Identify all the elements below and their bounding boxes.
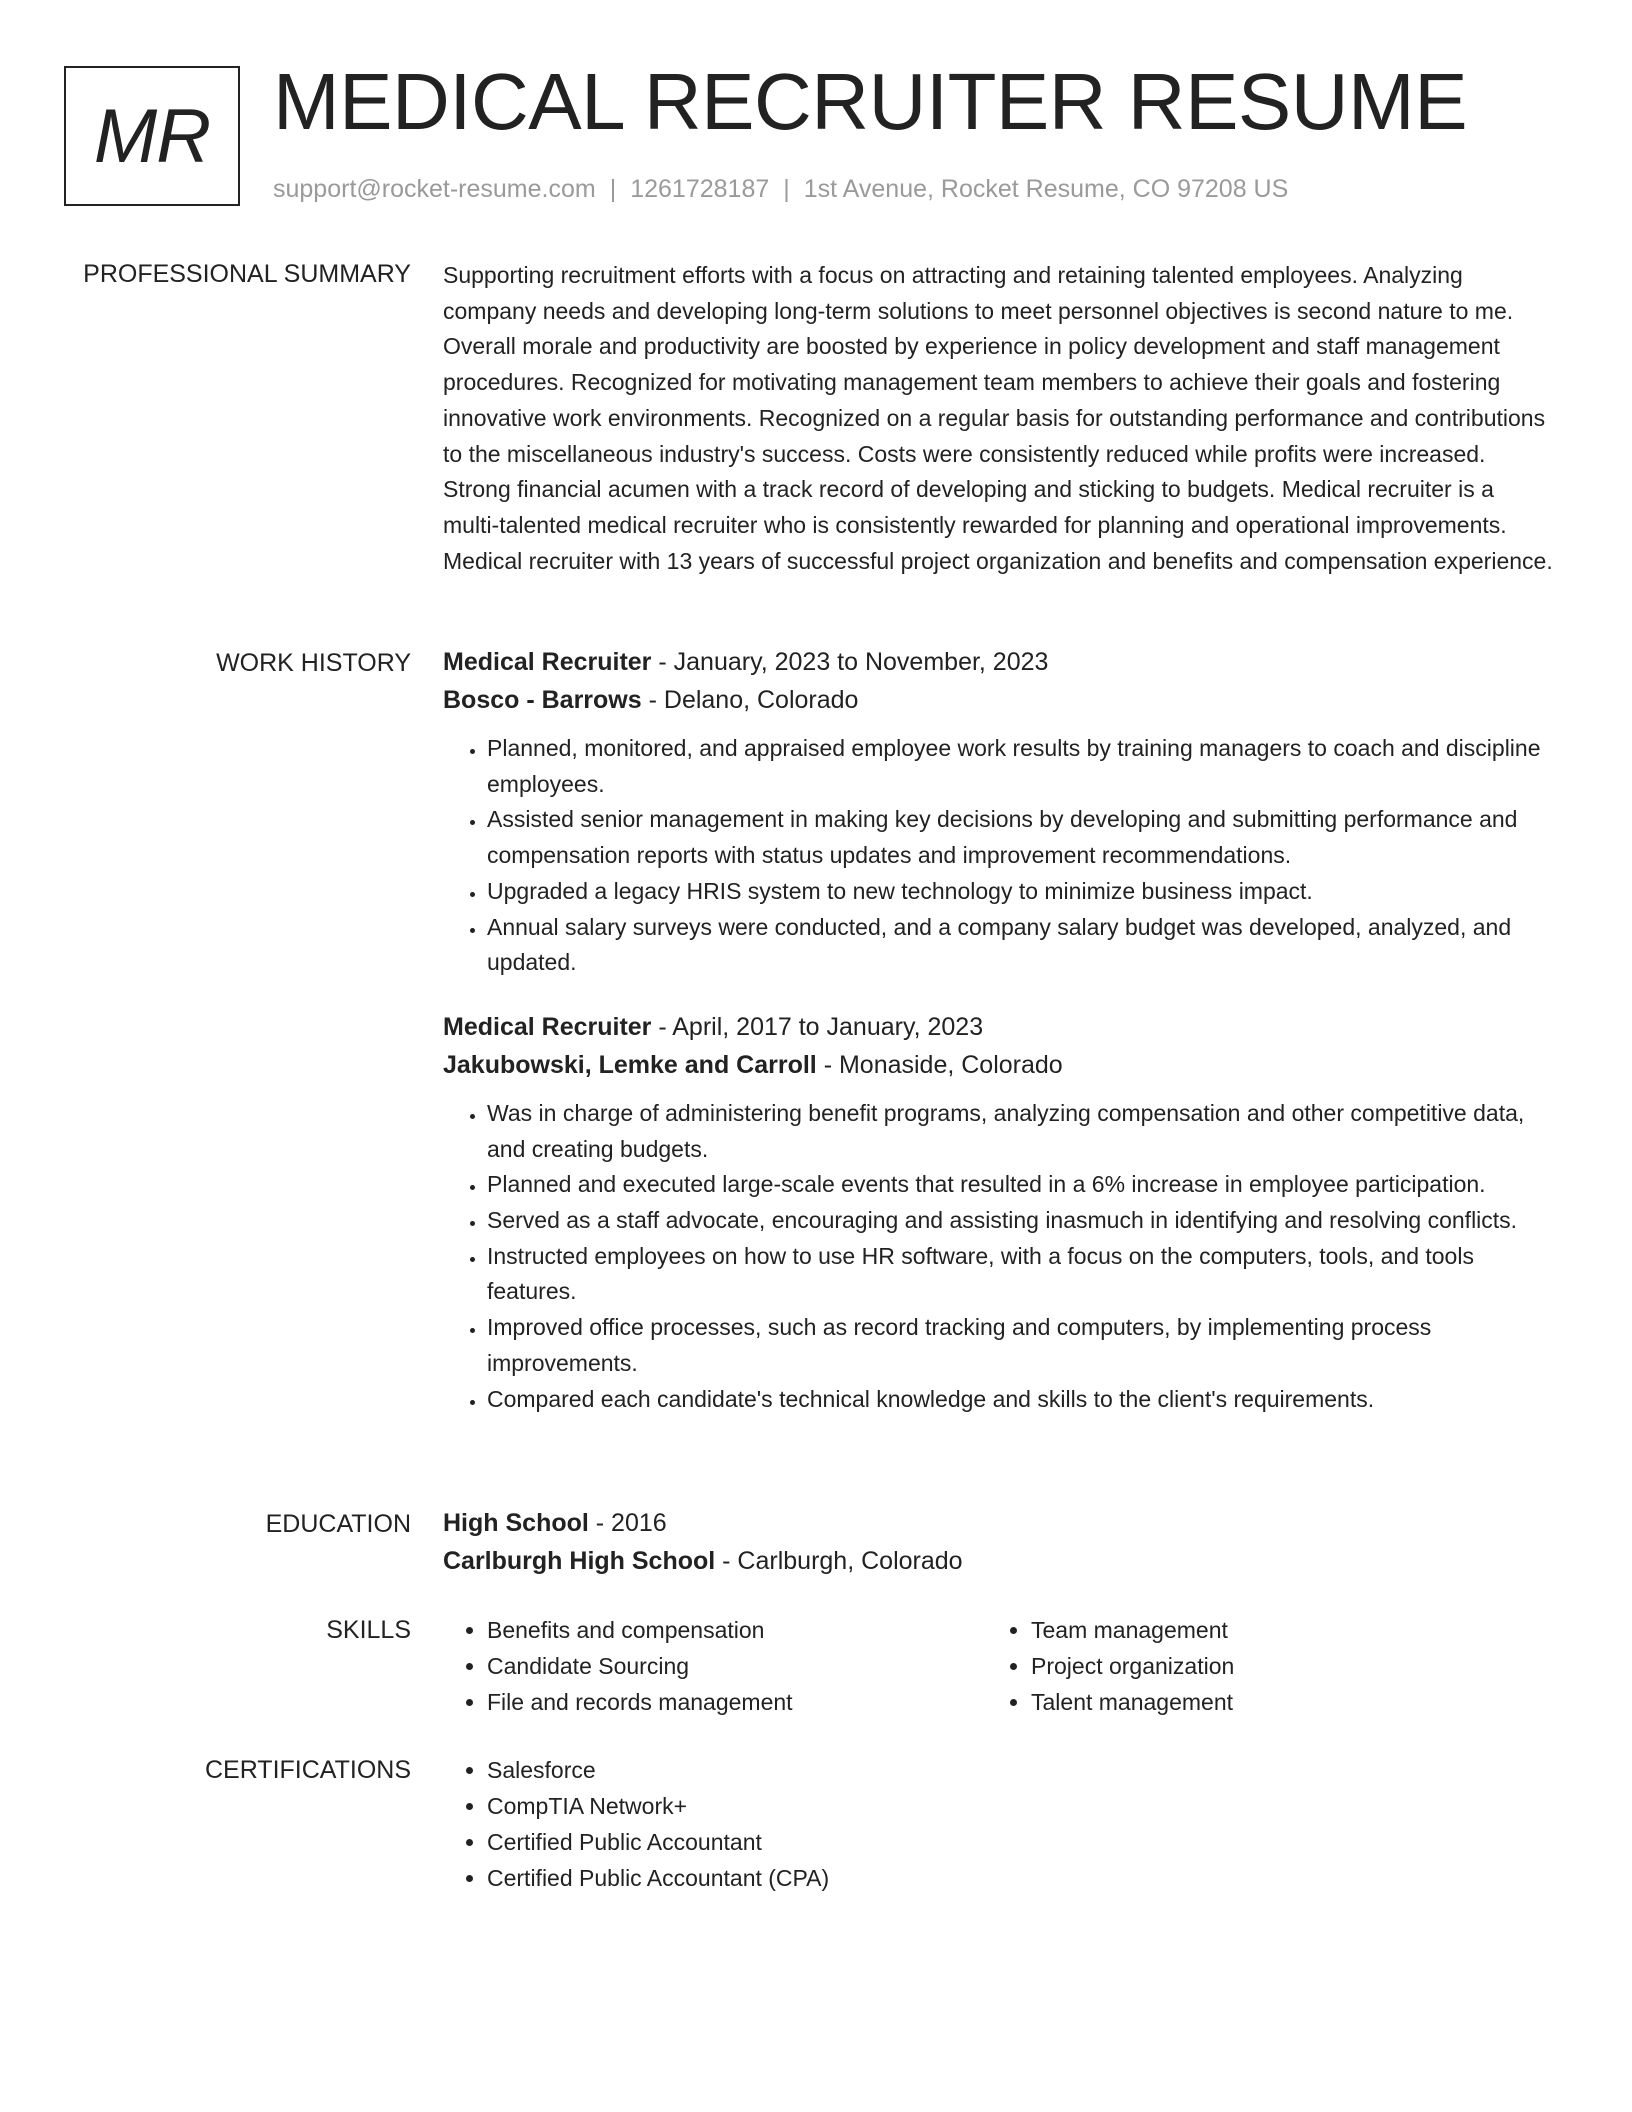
- skill-item: • File and records management: [487, 1684, 987, 1720]
- list-item: • Instructed employees on how to use HR software, with a focus on the computers, tools, and tools features.: [487, 1239, 1553, 1310]
- certification-item: • CompTIA Network+: [487, 1788, 1553, 1824]
- education-degree-line: [443, 1504, 1553, 1542]
- job-title-line: [443, 1008, 1553, 1046]
- list-item: • Upgraded a legacy HRIS system to new technology to minimize business impact.: [487, 874, 1553, 910]
- job-bullets: [443, 731, 1553, 981]
- section-label: PROFESSIONAL SUMMARY: [83, 260, 411, 288]
- resume-title: MEDICAL RECRUITER RESUME: [273, 57, 1468, 146]
- skill-item: • Project organization: [1031, 1648, 1531, 1684]
- skill-item: • Benefits and compensation: [487, 1612, 987, 1648]
- job-entry: [443, 1008, 1553, 1417]
- list-item: • Planned and executed large-scale events that resulted in a 6% increase in employee participation.: [487, 1167, 1553, 1203]
- section-label: EDUCATION: [265, 1510, 411, 1538]
- summary-text: Supporting recruitment efforts with a focus on attracting and retaining talented employees. Analyzing company needs and developing long-term solutions to meet personnel objectives is second nature to me. Overall morale and productivity are boosted by experience in policy development and staff management procedures. Recognized for motivating management team members to achieve their goals and fostering innovative work environments. Recognized on a regular basis for outstanding performance and contributions to the miscellaneous industry's success. Costs were consistently reduced while profits were increased. Strong financial acumen with a track record of developing and sticking to budgets. Medical recruiter is a multi-talented medical recruiter who is consistently rewarded for planning and operational improvements. Medical recruiter with 13 years of successful project organization and benefits and compensation experience.: [443, 262, 1553, 574]
- skill-item: • Candidate Sourcing: [487, 1648, 987, 1684]
- education-location: - Carlburgh, Colorado: [715, 1547, 963, 1575]
- certification-item: • Salesforce: [487, 1752, 1553, 1788]
- contact-email: support@rocket-resume.com: [273, 175, 596, 203]
- job-company: Bosco - Barrows: [443, 686, 642, 714]
- contact-separator: |: [783, 175, 790, 203]
- education-school: Carlburgh High School: [443, 1547, 716, 1575]
- job-dates: - January, 2023 to November, 2023: [651, 648, 1049, 676]
- list-item: • Served as a staff advocate, encouraging and assisting inasmuch in identifying and resolving conflicts.: [487, 1203, 1553, 1239]
- job-company: Jakubowski, Lemke and Carroll: [443, 1050, 817, 1079]
- contact-separator: |: [609, 175, 617, 203]
- section-label: SKILLS: [326, 1616, 411, 1644]
- education-school-line: [443, 1542, 1553, 1580]
- education-degree: High School: [443, 1509, 589, 1537]
- job-entry: [443, 643, 1553, 981]
- job-location: - Delano, Colorado: [641, 686, 859, 714]
- job-company-line: [443, 681, 1553, 719]
- certification-item: • Certified Public Accountant (CPA): [487, 1860, 1553, 1896]
- section-label: CERTIFICATIONS: [204, 1756, 411, 1784]
- monogram: MR: [64, 66, 240, 206]
- skills-column: [987, 1612, 1531, 1720]
- job-company-line: [443, 1046, 1553, 1084]
- job-bullets: [443, 1096, 1553, 1417]
- certification-item: • Certified Public Accountant: [487, 1824, 1553, 1860]
- contact-phone: 1261728187: [630, 175, 770, 203]
- job-title: Medical Recruiter: [443, 1012, 652, 1041]
- list-item: • Was in charge of administering benefit programs, analyzing compensation and other competitive data, and creating budgets.: [487, 1096, 1553, 1167]
- list-item: • Improved office processes, such as record tracking and computers, by implementing process improvements.: [487, 1310, 1553, 1381]
- job-title: Medical Recruiter: [443, 648, 652, 676]
- education-year: - 2016: [588, 1509, 667, 1537]
- list-item: • Planned, monitored, and appraised employee work results by training managers to coach and discipline employees.: [487, 731, 1553, 802]
- skill-item: • Team management: [1031, 1612, 1531, 1648]
- section-label: WORK HISTORY: [216, 649, 411, 677]
- job-dates: - April, 2017 to January, 2023: [651, 1012, 984, 1041]
- skill-item: • Talent management: [1031, 1684, 1531, 1720]
- certifications-list: [443, 1752, 1553, 1896]
- job-title-line: [443, 643, 1553, 681]
- contact-address: 1st Avenue, Rocket Resume, CO 97208 US: [803, 175, 1289, 203]
- contact-line: [273, 174, 1288, 204]
- list-item: • Compared each candidate's technical knowledge and skills to the client's requirements.: [487, 1382, 1553, 1418]
- list-item: • Assisted senior management in making key decisions by developing and submitting performance and compensation reports with status updates and improvement recommendations.: [487, 802, 1553, 873]
- list-item: • Annual salary surveys were conducted, and a company salary budget was developed, analyzed, and updated.: [487, 910, 1553, 981]
- skills-column: [443, 1612, 987, 1720]
- job-location: - Monaside, Colorado: [816, 1050, 1063, 1079]
- skills-columns: [443, 1612, 1553, 1720]
